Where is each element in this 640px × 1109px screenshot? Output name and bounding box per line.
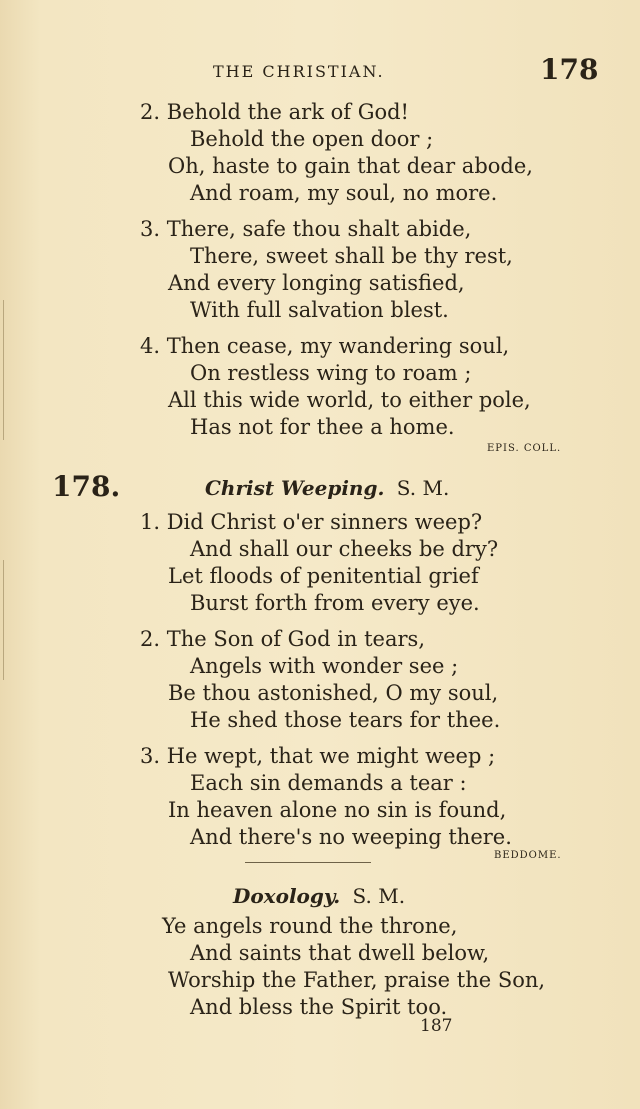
hymn-title: Christ Weeping.: [205, 476, 385, 500]
page-number: 178: [540, 53, 599, 86]
page-edge-mark: [3, 560, 4, 680]
verse-line: Angels with wonder see ;: [190, 654, 459, 678]
verse-line: 4. Then cease, my wandering soul,: [140, 334, 510, 358]
doxology-heading: [233, 884, 405, 908]
verse-line: There, sweet shall be thy rest,: [190, 244, 513, 268]
folio-number: 187: [420, 1016, 453, 1036]
verse-line: And there's no weeping there.: [190, 825, 512, 849]
hymn-meter: S. M.: [396, 476, 450, 500]
verse-line: On restless wing to roam ;: [190, 361, 472, 385]
verse-line: And roam, my soul, no more.: [190, 181, 498, 205]
verse-line: 1. Did Christ o'er sinners weep?: [140, 510, 483, 534]
verse-line: He shed those tears for thee.: [190, 708, 501, 732]
verse-line: Ye angels round the throne,: [162, 914, 458, 938]
verse-line: And bless the Spirit too.: [190, 995, 448, 1019]
hymn-heading: [205, 476, 449, 500]
attribution: EPIS. COLL.: [487, 443, 562, 454]
verse-line: 2. The Son of God in tears,: [140, 627, 425, 651]
doxology-title: Doxology.: [233, 884, 341, 908]
verse-line: In heaven alone no sin is found,: [168, 798, 507, 822]
verse-line: 3. There, safe thou shalt abide,: [140, 217, 472, 241]
verse-line: Each sin demands a tear :: [190, 771, 467, 795]
verse-line: And every longing satisfied,: [168, 271, 465, 295]
verse-line: And saints that dwell below,: [190, 941, 490, 965]
verse-line: Burst forth from every eye.: [190, 591, 480, 615]
attribution: BEDDOME.: [494, 850, 562, 861]
verse-line: Be thou astonished, O my soul,: [168, 681, 499, 705]
doxology-meter: S. M.: [352, 884, 406, 908]
verse-line: And shall our cheeks be dry?: [190, 537, 499, 561]
verse-line: Let floods of penitential grief: [168, 564, 479, 588]
verse-line: Has not for thee a home.: [190, 415, 455, 439]
verse-line: 2. Behold the ark of God!: [140, 100, 409, 124]
verse-line: All this wide world, to either pole,: [168, 388, 531, 412]
running-title: THE CHRISTIAN.: [213, 62, 385, 81]
hymn-number: 178.: [52, 470, 121, 503]
section-divider: [245, 862, 371, 863]
verse-line: Behold the open door ;: [190, 127, 434, 151]
page-edge-mark: [3, 300, 4, 440]
verse-line: Oh, haste to gain that dear abode,: [168, 154, 533, 178]
verse-line: With full salvation blest.: [190, 298, 449, 322]
verse-line: Worship the Father, praise the Son,: [168, 968, 546, 992]
verse-line: 3. He wept, that we might weep ;: [140, 744, 496, 768]
